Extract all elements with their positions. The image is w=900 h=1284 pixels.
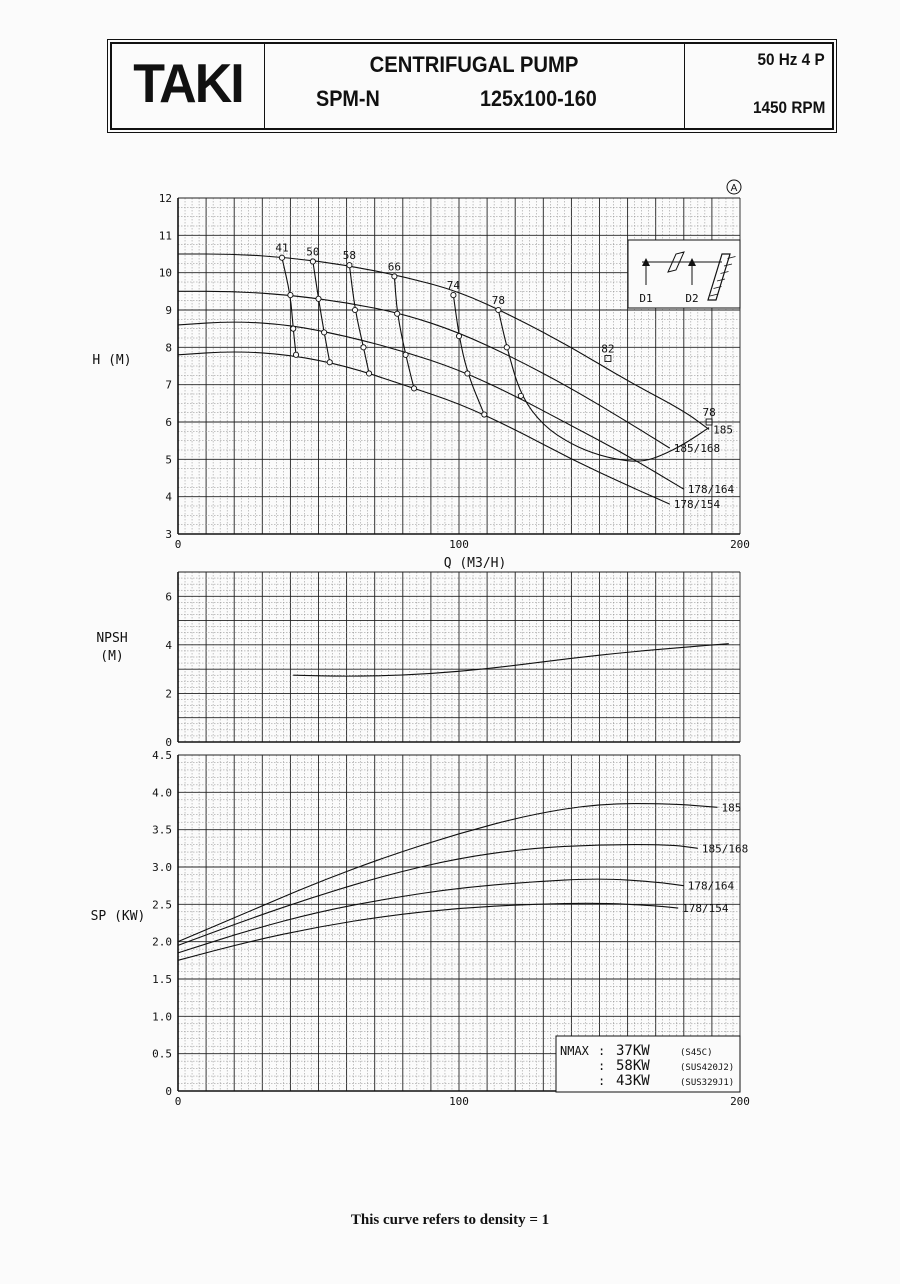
series-label: 178/164	[687, 483, 735, 497]
pump-type: CENTRIFUGAL PUMP	[369, 52, 579, 77]
efficiency-marker	[288, 292, 293, 297]
series-label: 185	[713, 423, 733, 437]
pump-model: SPM-N	[316, 86, 380, 111]
x-tick-label: 100	[449, 1095, 469, 1108]
nmax-box	[556, 1036, 740, 1092]
y-tick-label: 2.5	[152, 898, 172, 912]
series-label: 178/154	[673, 498, 721, 512]
y-tick-label: 4.5	[152, 749, 172, 762]
nmax-colon: :	[598, 1059, 606, 1073]
efficiency-label: 82	[601, 342, 615, 356]
series-label: 185	[721, 801, 742, 815]
efficiency-label: 74	[446, 279, 461, 293]
y-tick-label: 10	[158, 266, 172, 280]
y-tick-label: 7	[165, 378, 172, 392]
efficiency-marker	[361, 345, 366, 350]
efficiency-marker	[347, 263, 352, 268]
impeller-inset	[628, 240, 740, 308]
chart-panel-npsh	[165, 572, 740, 749]
y-tick-label: 12	[158, 192, 172, 205]
speed-rpm: 1450 RPM	[752, 98, 825, 117]
efficiency-marker	[293, 352, 298, 357]
density-footnote: This curve refers to density = 1	[350, 1212, 550, 1228]
flow-axis-title: Q (M3/H)	[443, 556, 507, 571]
efficiency-curve-66	[394, 276, 414, 388]
efficiency-label: 50	[306, 245, 320, 259]
efficiency-marker	[504, 345, 509, 350]
efficiency-curve-74	[453, 295, 484, 414]
x-tick-label: 0	[174, 538, 182, 551]
efficiency-marker	[403, 352, 408, 357]
efficiency-marker	[291, 326, 296, 331]
efficiency-marker	[395, 311, 400, 316]
nmax-material: (SUS420J2)	[680, 1063, 735, 1073]
y-tick-label: 5	[165, 453, 172, 467]
y-tick-label: 1.0	[152, 1010, 172, 1024]
y-tick-label: 9	[165, 304, 172, 317]
x-tick-label: 0	[174, 1095, 182, 1108]
x-tick-label: 200	[730, 1095, 750, 1108]
series-label: 185/168	[701, 842, 749, 856]
efficiency-label: 58	[342, 249, 357, 263]
efficiency-marker	[465, 371, 470, 376]
series-line-NPSH	[293, 644, 729, 676]
efficiency-label: 78	[491, 294, 505, 307]
efficiency-marker	[322, 330, 327, 335]
y-tick-label: 8	[165, 341, 172, 355]
pump-size: 125x100-160	[480, 86, 597, 111]
y-tick-label: 4.0	[152, 786, 172, 800]
y-tick-label: 1.5	[152, 973, 172, 986]
efficiency-marker	[310, 259, 315, 264]
y-tick-label: 2.0	[152, 935, 172, 949]
efficiency-marker	[316, 296, 321, 301]
efficiency-marker	[482, 412, 487, 417]
efficiency-label: 41	[275, 241, 289, 255]
series-label: 185/168	[673, 442, 721, 456]
nmax-label: NMAX	[560, 1044, 589, 1058]
efficiency-label: 78	[702, 406, 716, 419]
y-tick-label: 3.5	[152, 823, 172, 837]
nmax-power: 37KW	[616, 1043, 650, 1059]
series-line-185	[178, 804, 718, 942]
efficiency-marker	[411, 386, 416, 391]
nmax-material: (SUS329J1)	[680, 1078, 735, 1088]
nmax-colon: :	[598, 1044, 606, 1058]
y-tick-label: 3	[165, 528, 172, 541]
y-tick-label: 2	[165, 687, 172, 701]
y-tick-label: 4	[165, 638, 172, 652]
x-tick-label: 200	[730, 538, 750, 551]
npsh-axis-title: NPSH	[96, 631, 128, 646]
efficiency-marker	[392, 274, 397, 279]
y-tick-label: 0.5	[152, 1047, 172, 1061]
brand-logo: TAKI	[133, 53, 243, 115]
y-tick-label: 3.0	[152, 861, 172, 874]
inset-d2-label: D2	[685, 292, 699, 305]
efficiency-marker	[518, 393, 523, 398]
y-tick-label: 6	[165, 590, 172, 604]
efficiency-marker	[456, 334, 461, 339]
efficiency-marker	[279, 255, 284, 260]
series-label: 178/154	[682, 902, 729, 916]
y-tick-label: 0	[165, 736, 172, 749]
y-tick-label: 0	[165, 1085, 172, 1098]
nmax-material: (S45C)	[680, 1048, 713, 1058]
y-tick-label: 4	[165, 490, 172, 504]
efficiency-marker	[352, 307, 357, 312]
y-tick-label: 6	[165, 416, 172, 429]
x-tick-label: 100	[449, 538, 469, 551]
efficiency-marker	[327, 360, 332, 365]
y-tick-label: 11	[158, 229, 172, 243]
efficiency-marker	[366, 371, 371, 376]
inset-d1-label: D1	[639, 292, 653, 305]
nmax-power: 43KW	[616, 1073, 650, 1089]
efficiency-marker	[496, 307, 501, 312]
efficiency-marker	[451, 292, 456, 297]
frequency-poles: 50 Hz 4 P	[757, 50, 825, 69]
nmax-colon: :	[598, 1074, 606, 1088]
curve-mark-letter: A	[730, 183, 738, 194]
efficiency-curve-78	[498, 310, 709, 461]
nmax-power: 58KW	[616, 1058, 650, 1074]
efficiency-label: 66	[387, 260, 401, 274]
sp-axis-title: SP (KW)	[90, 909, 146, 924]
head-axis-title: H (M)	[92, 353, 132, 368]
npsh-axis-unit: (M)	[100, 649, 124, 664]
series-label: 178/164	[687, 879, 735, 893]
